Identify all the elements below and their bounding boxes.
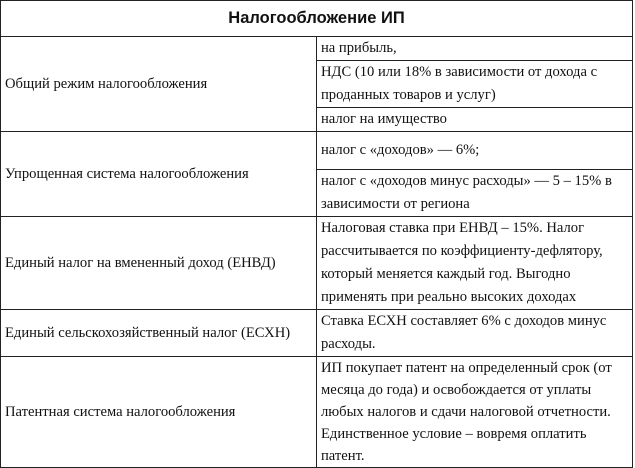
table-row bbox=[1, 357, 633, 468]
detail-envd: Налоговая ставка при ЕНВД – 15%. Налог рассчитывается по коэффициенту-дефлятору, который меняется каждый год. Выгодно применять при реально высоких доходах bbox=[317, 217, 633, 310]
detail-general-profit: на прибыль, bbox=[317, 37, 633, 61]
regime-general: Общий режим налогообложения bbox=[1, 37, 317, 132]
table-title: Налогообложение ИП bbox=[1, 1, 633, 37]
detail-general-vat: НДС (10 или 18% в зависимости от дохода с проданных товаров и услуг) bbox=[317, 61, 633, 108]
table-row bbox=[1, 132, 633, 170]
regime-simplified: Упрощенная система налогообложения bbox=[1, 132, 317, 217]
detail-simplified-income: налог с «доходов» — 6%; bbox=[317, 132, 633, 170]
table-row bbox=[1, 310, 633, 357]
regime-envd: Единый налог на вмененный доход (ЕНВД) bbox=[1, 217, 317, 310]
table-row bbox=[1, 217, 633, 310]
regime-eskhn: Единый сельскохозяйственный налог (ЕСХН) bbox=[1, 310, 317, 357]
detail-general-property: налог на имущество bbox=[317, 108, 633, 132]
table-row bbox=[1, 37, 633, 61]
detail-patent: ИП покупает патент на определенный срок (от месяца до года) и освобождается от уплаты любых налогов и сдачи налоговой отчетности. Единственное условие – вовремя оплатить патент. bbox=[317, 357, 633, 468]
title-row bbox=[1, 1, 633, 37]
detail-eskhn: Ставка ЕСХН составляет 6% с доходов минус расходы. bbox=[317, 310, 633, 357]
regime-patent: Патентная система налогообложения bbox=[1, 357, 317, 468]
detail-simplified-income-minus-expenses: налог с «доходов минус расходы» — 5 – 15% в зависимости от региона bbox=[317, 170, 633, 217]
